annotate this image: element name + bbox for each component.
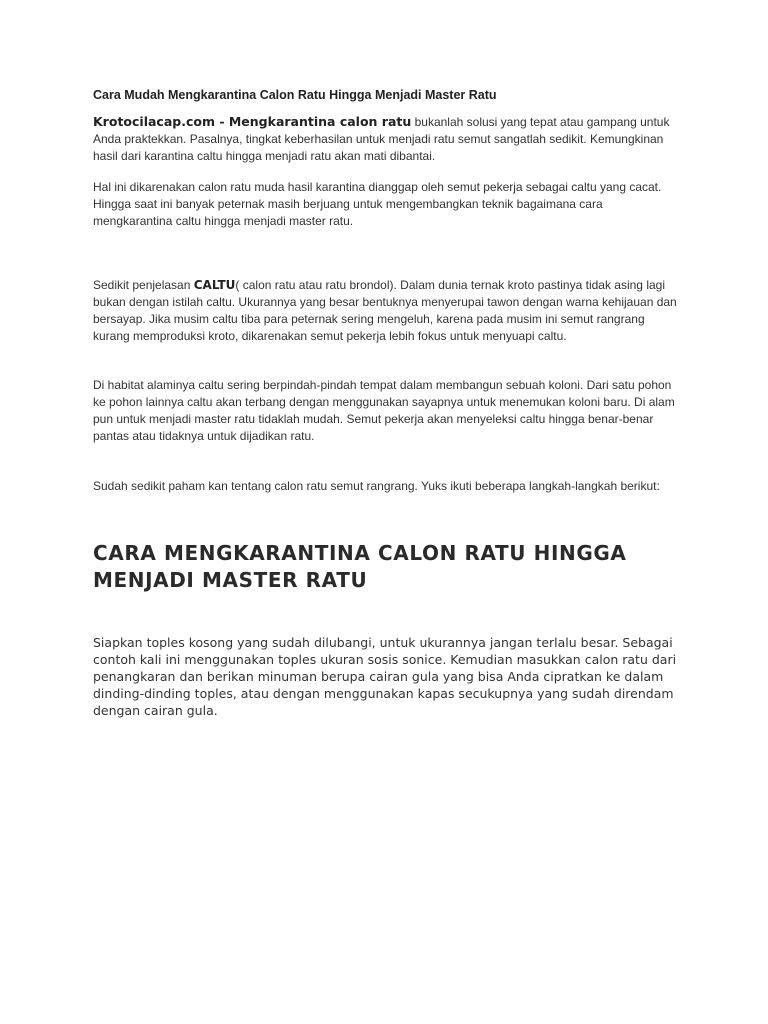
paragraph-6: Siapkan toples kosong yang sudah dilubangi, untuk ukurannya jangan terlalu besar. Sebagai contoh kali ini menggunakan toples ukuran sosis sonice. Kemudian masukkan calon ratu dari penangkaran dan berikan minuman berupa cairan gula yang bisa Anda cipratkan ke dalam dinding-dinding toples, atau dengan menggunakan kapas secukupnya yang sudah direndam dengan cairan gula.	[93, 635, 677, 718]
paragraph-2: Hal ini dikarenakan calon ratu muda hasil karantina dianggap oleh semut pekerja sebagai caltu yang cacat. Hingga saat ini banyak peternak masih berjuang untuk mengembangkan teknik bagaimana cara mengkarantina caltu hingga menjadi master ratu.	[93, 180, 662, 228]
paragraph-3	[93, 277, 683, 345]
intro-lead: Krotocilacap.com - Mengkarantina calon ratu	[93, 114, 412, 129]
paragraph-5: Sudah sedikit paham kan tentang calon ratu semut rangrang. Yuks ikuti beberapa langkah-langkah berikut:	[93, 479, 660, 493]
paragraph-3-after: ( calon ratu atau ratu brondol). Dalam dunia ternak kroto pastinya tidak asing lagi bukan dengan istilah caltu. Ukurannya yang besar bentuknya menyerupai tawon dengan warna kehijauan dan bersayap. Jika musim caltu tiba para peternak sering mengeluh, karena pada musim ini semut rangrang kurang memproduksi kroto, dikarenakan semut pekerja lebih fokus untuk menyuapi caltu.	[93, 278, 677, 343]
caltu-term: CALTU	[193, 278, 236, 292]
document-title: Cara Mudah Mengkarantina Calon Ratu Hingga Menjadi Master Ratu	[93, 88, 497, 102]
section-heading: CARA MENGKARANTINA CALON RATU HINGGA MENJADI MASTER RATU	[93, 541, 627, 592]
intro-text: bukanlah solusi yang tepat atau gampang untuk Anda praktekkan. Pasalnya, tingkat keberhasilan untuk menjadi ratu semut sangatlah sedikit. Kemungkinan hasil dari karantina caltu hingga menjadi ratu akan mati dibantai.	[93, 115, 670, 163]
intro-paragraph	[93, 113, 683, 165]
paragraph-4: Di habitat alaminya caltu sering berpindah-pindah tempat dalam membangun sebuah koloni. Dari satu pohon ke pohon lainnya caltu akan terbang dengan menggunakan sayapnya untuk menemukan koloni baru. Di alam pun untuk menjadi master ratu tidaklah mudah. Semut pekerja akan menyeleksi caltu hingga benar-benar pantas atau tidaknya untuk dijadikan ratu.	[93, 378, 675, 443]
paragraph-3-before: Sedikit penjelasan	[93, 278, 194, 292]
